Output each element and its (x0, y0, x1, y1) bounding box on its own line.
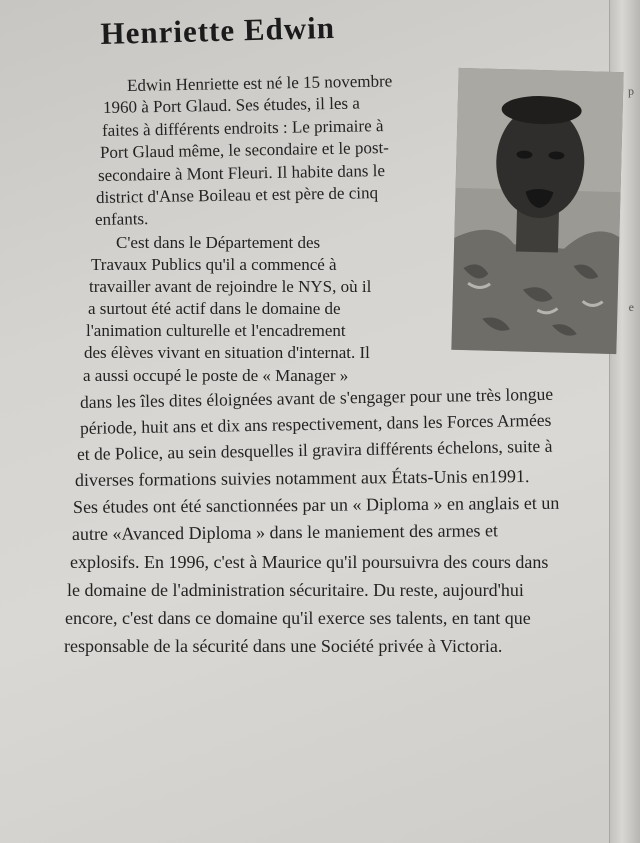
text-line: l'animation culturelle et l'encadrement (86, 321, 346, 340)
text-line: dans les îles dites éloignées avant de s'engager pour une très longue (79, 383, 554, 412)
text-line: C'est dans le Département des (116, 233, 321, 252)
text-line: responsable de la sécurité dans une Société privée à Victoria. (64, 636, 503, 656)
text-line: période, huit ans et dix ans respectivement, dans les Forces Armées (79, 409, 552, 438)
text-line: secondaire à Mont Fleuri. Il habite dans le (97, 160, 386, 185)
text-line: autre «Avanced Diploma » dans le maniement des armes et (71, 520, 499, 544)
text-line: Edwin Henriette est né le 15 novembre (126, 71, 393, 95)
edge-char: e (628, 300, 634, 314)
text-line: diverses formations suivies notamment aux États-Unis en1991. (74, 466, 530, 490)
text-line: encore, c'est dans ce domaine qu'il exerce ses talents, en tant que (65, 608, 531, 628)
text-line: Port Glaud même, le secondaire et le post- (99, 137, 390, 162)
text-line: le domaine de l'administration sécuritaire. Du reste, aujourd'hui (67, 580, 524, 600)
text-line: des élèves vivant en situation d'internat. Il (84, 343, 370, 362)
text-line: Travaux Publics qu'il a commencé à (91, 255, 337, 274)
text-line: 1960 à Port Glaud. Ses études, il les a (102, 93, 360, 117)
text-line: a aussi occupé le poste de « Manager » (83, 366, 349, 385)
text-line: faites à différents endroits : Le primaire à (101, 116, 384, 140)
text-line: enfants. (94, 209, 149, 229)
text-line: et de Police, au sein desquelles il gravira différents échelons, suite à (76, 435, 553, 464)
text-line: a surtout été actif dans le domaine de (88, 299, 341, 318)
page-title: Henriette Edwin (100, 9, 336, 51)
edge-char: p (628, 84, 634, 98)
text-line: Ses études ont été sanctionnées par un « Diploma » en anglais et un (72, 492, 560, 517)
text-line: explosifs. En 1996, c'est à Maurice qu'il poursuivra des cours dans (70, 552, 549, 572)
text-line: district d'Anse Boileau et est père de cinq (95, 183, 379, 207)
text-line: travailler avant de rejoindre le NYS, où il (89, 277, 372, 296)
